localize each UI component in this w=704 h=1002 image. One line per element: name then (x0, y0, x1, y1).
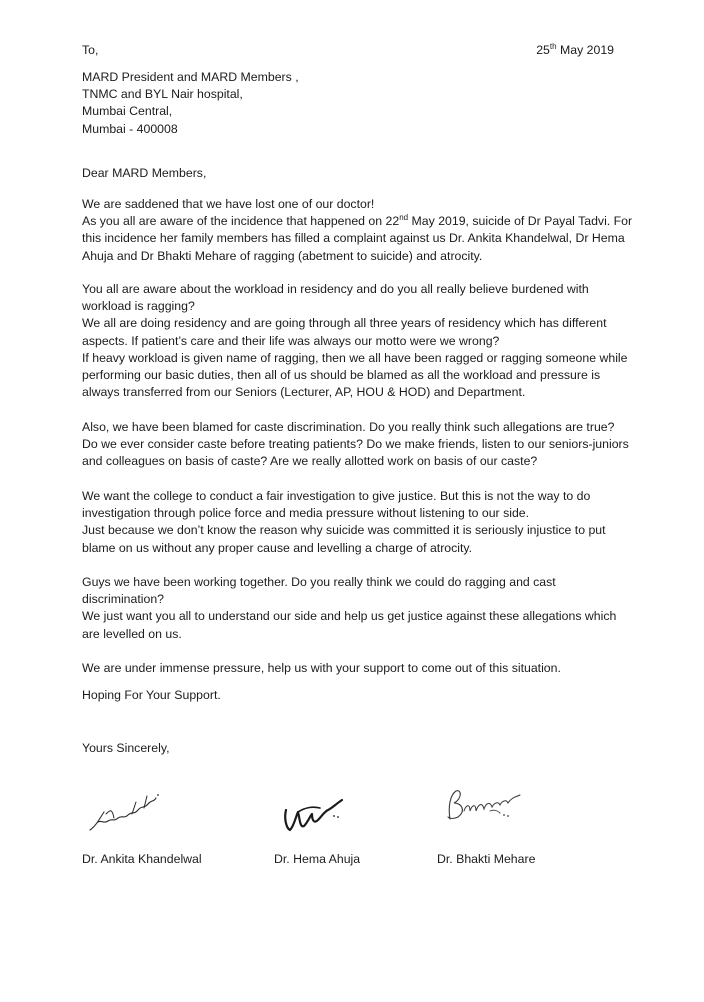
paragraph-line: and colleagues on basis of caste? Are we really allotted work on basis of our caste? (82, 454, 538, 469)
paragraph-6: We are under immense pressure, help us with your support to come out of this situation. (82, 661, 561, 675)
paragraph-line: are levelled on us. (82, 626, 182, 641)
signatory-name: Dr. Ankita Khandelwal (82, 852, 202, 866)
paragraph-line: always transferred from our Seniors (Lecturer, AP, HOU & HOD) and Department. (82, 385, 526, 400)
paragraph-line: If heavy workload is given name of ragging, then we all have been ragged or ragging someone while (82, 350, 628, 365)
paragraph-2 (82, 281, 642, 401)
paragraph-1 (82, 196, 642, 265)
paragraph-line: We all are doing residency and are going through all three years of residency which has different (82, 316, 607, 331)
paragraph-line: Also, we have been blamed for caste discrimination. Do you really think such allegations are true? (82, 420, 615, 434)
address-line: Mumbai - 400008 (82, 121, 178, 136)
paragraph-line: this incidence her family members has filled a complaint against us Dr. Ankita Khandelwal, Dr Hema (82, 231, 625, 246)
paragraph-line: aspects. If patient’s care and their life was always our motto were we wrong? (82, 333, 500, 348)
signatory-name: Dr. Hema Ahuja (274, 852, 361, 866)
address-line: Mumbai Central, (82, 104, 173, 119)
paragraph-line: discrimination? (82, 592, 165, 607)
paragraph-line: We just want you all to understand our side and help us get justice against these allegations which (82, 609, 617, 624)
recipient-salutation: To, (82, 43, 99, 57)
signature-khandelwal (86, 788, 166, 838)
paragraph-line: workload is ragging? (82, 299, 195, 314)
paragraph-line: investigation through police force and media pressure without listening to our side. (82, 506, 530, 521)
paragraph-line: We want the college to conduct a fair investigation to give justice. But this is not the way to do (82, 489, 591, 503)
line-text: As you all are aware of the incidence that happened on 22 (82, 214, 400, 229)
paragraph-7: Hoping For Your Support. (82, 688, 221, 702)
signature-mehare (440, 783, 532, 833)
signature-ahuja (278, 790, 348, 838)
paragraph-line: You all are aware about the workload in residency and do you all really believe burdened with (82, 282, 589, 296)
closing-salutation: Yours Sincerely, (82, 741, 170, 755)
paragraph-line (82, 213, 642, 230)
ordinal-suffix: nd (399, 213, 409, 223)
paragraph-3 (82, 419, 642, 471)
paragraph-4 (82, 488, 642, 557)
paragraph-5 (82, 574, 642, 643)
date-suffix: th (549, 41, 557, 51)
date-day: 25 (536, 43, 550, 57)
paragraph-line: Ahuja and Dr Bhakti Mehare of ragging (abetment to suicide) and atrocity. (82, 248, 483, 263)
paragraph-line: performing our basic duties, then all of us should be blamed as all the workload and pressure is (82, 368, 601, 383)
paragraph-line: We are saddened that we have lost one of our doctor! (82, 197, 375, 211)
paragraph-line: Do we ever consider caste before treating patients? Do we make friends, listen to our seniors-juniors (82, 437, 629, 452)
paragraph-line: Guys we have been working together. Do you really think we could do ragging and cast (82, 575, 556, 589)
date-month-year: May 2019 (556, 43, 614, 57)
greeting: Dear MARD Members, (82, 166, 207, 180)
signatory-name: Dr. Bhakti Mehare (437, 852, 536, 866)
letter-date (536, 42, 614, 59)
paragraph-line: blame on us without any proper cause and levelling a charge of atrocity. (82, 540, 473, 555)
paragraph-line: Just because we don’t know the reason why suicide was committed it is seriously injustice to put (82, 523, 606, 538)
recipient-address (82, 69, 642, 138)
address-line: TNMC and BYL Nair hospital, (82, 87, 243, 102)
address-line: MARD President and MARD Members , (82, 70, 299, 84)
line-text: May 2019, suicide of Dr Payal Tadvi. For (408, 214, 633, 229)
